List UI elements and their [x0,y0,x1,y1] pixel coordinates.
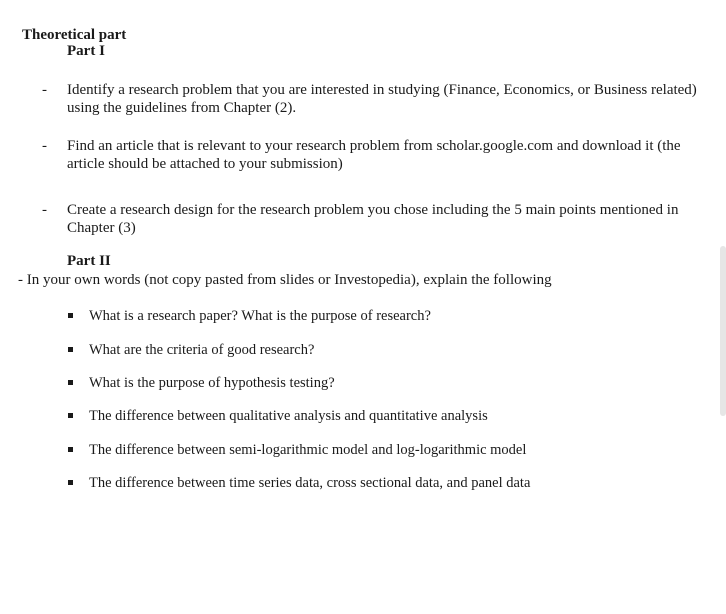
square-bullet-icon [68,347,73,352]
square-bullet-icon [68,413,73,418]
part-1-heading: Part I [67,43,105,59]
square-bullet-icon [68,313,73,318]
section-title: Theoretical part [22,27,127,43]
square-bullet-icon [68,447,73,452]
part-1-item-3-text: Create a research design for the research problem you chose including the 5 main points mentioned in Chapter (3) [67,202,679,236]
part-2-item-2-text: What are the criteria of good research? [89,342,315,358]
vertical-scrollbar[interactable] [720,246,726,416]
part-2-heading: Part II [67,253,111,269]
cut-off-text-fragment [40,0,360,4]
part-2-item-3-text: What is the purpose of hypothesis testing? [89,375,335,391]
part-2-item-5-text: The difference between semi-logarithmic model and log-logarithmic model [89,442,527,458]
part-1-item-1-text: Identify a research problem that you are interested in studying (Finance, Economics, or Business related) using the guidelines from Chapter (2). [67,82,697,116]
square-bullet-icon [68,380,73,385]
part-2-item-6-text: The difference between time series data, cross sectional data, and panel data [89,475,531,491]
part-2-item-4-text: The difference between qualitative analysis and quantitative analysis [89,408,488,424]
part-2-intro: - In your own words (not copy pasted from slides or Investopedia), explain the following [18,272,552,288]
dash-bullet-icon: - [42,202,47,218]
dash-bullet-icon: - [42,82,47,98]
part-2-item-1-text: What is a research paper? What is the purpose of research? [89,308,431,324]
part-1-item-2-text: Find an article that is relevant to your research problem from scholar.google.com and download it (the article should be attached to your submission) [67,138,681,172]
dash-bullet-icon: - [42,138,47,154]
square-bullet-icon [68,480,73,485]
